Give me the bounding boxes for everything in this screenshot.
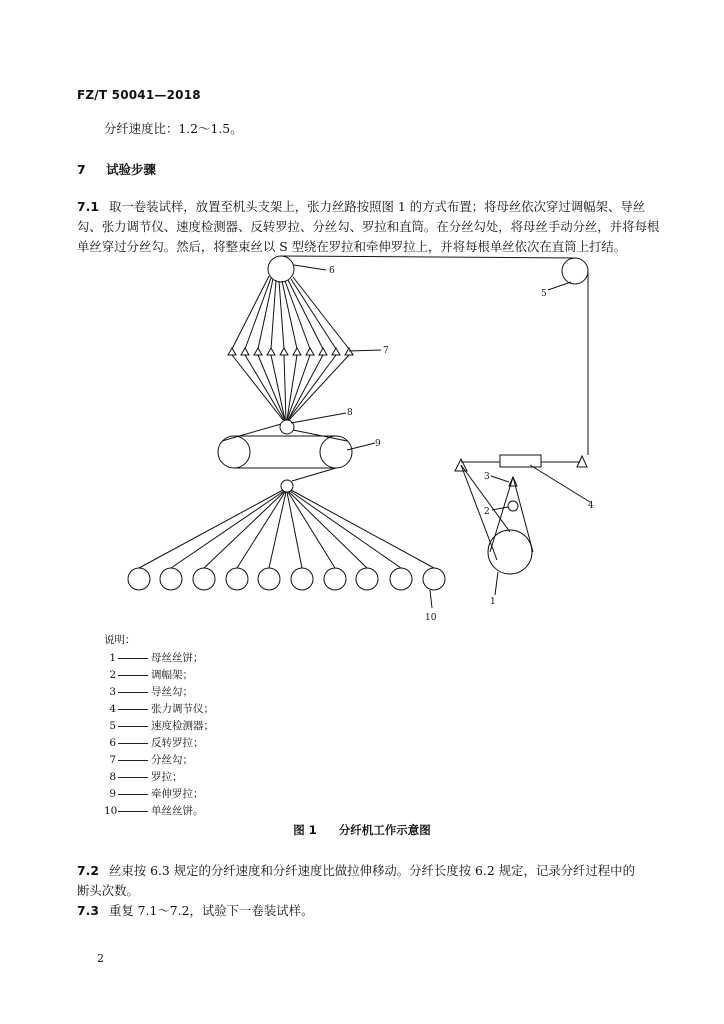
- paragraph-7-3: [77, 901, 313, 921]
- figure-number: 图 1: [293, 823, 317, 837]
- clause-number-7-1: 7.1: [77, 199, 99, 214]
- paragraph-text: 取一卷装试样，放置至机头支架上，张力丝路按照图 1 的方式布置；将母丝依次穿过调幅架、导丝: [108, 199, 646, 214]
- page-number: 2: [97, 952, 104, 965]
- section-number: 7: [77, 162, 86, 177]
- paragraph-7-1-line-3: 单丝穿过分丝勾。然后，将整束丝以 S 型绕在罗拉和牵伸罗拉上，并将每根单丝依次在直筒上打结。: [77, 239, 627, 254]
- clause-number-7-2: 7.2: [77, 863, 99, 878]
- split-speed-ratio-line: 分纤速度比：1.2～1.5。: [104, 121, 243, 136]
- standard-number: FZ/T 50041—2018: [77, 88, 201, 102]
- paragraph-7-2-line-2: 断头次数。: [77, 883, 139, 898]
- paragraph-text: 重复 7.1～7.2，试验下一卷装试样。: [108, 903, 314, 918]
- paragraph-text: 丝束按 6.3 规定的分纤速度和分纤速度比做拉伸移动。分纤长度按 6.2 规定，记录分纤过程中的: [108, 863, 635, 878]
- legend-item: 1 母丝丝饼；: [109, 652, 204, 664]
- callout-8: 8: [347, 408, 353, 418]
- legend-item: 10 单丝丝饼。: [104, 805, 204, 817]
- callout-3: 3: [484, 472, 490, 482]
- legend-item: 9 牵伸罗拉；: [109, 788, 204, 800]
- paragraph-7-2-line-1: [77, 861, 635, 881]
- legend-item: 2 调幅架；: [109, 669, 193, 681]
- clause-number-7-3: 7.3: [77, 903, 99, 918]
- callout-4: 4: [588, 501, 594, 511]
- split-hook-row: [228, 348, 353, 355]
- callout-5: 5: [541, 289, 547, 299]
- figure-title: 分纤机工作示意图: [338, 823, 431, 837]
- callout-10: 10: [425, 613, 437, 623]
- callout-6: 6: [329, 266, 335, 276]
- legend-item: 4 张力调节仪；: [109, 703, 214, 715]
- reverse-roller: [268, 256, 294, 282]
- figure-caption: [0, 822, 724, 838]
- paragraph-7-1-line-2: 勾、张力调节仪、速度检测器、反转罗拉、分丝勾、罗拉和直筒。在分丝勾处，将母丝手动分丝，并将每根: [77, 219, 660, 234]
- section-title: 试验步骤: [106, 162, 156, 177]
- amplitude-frame: [508, 501, 518, 511]
- callout-7: 7: [383, 346, 389, 356]
- legend-title: 说明：: [104, 634, 136, 646]
- callout-1: 1: [490, 597, 496, 607]
- legend-item: 5 速度检测器；: [109, 720, 214, 732]
- legend-item: 7 分丝勾；: [109, 754, 193, 766]
- drawing-roller-right: [320, 436, 352, 468]
- tension-regulator: [500, 455, 541, 467]
- legend-item: 8 罗拉；: [109, 771, 183, 783]
- callout-9: 9: [375, 439, 381, 449]
- mother-thread-cake: [488, 530, 532, 574]
- legend-item: 3 导丝勾；: [109, 686, 193, 698]
- single-thread-cakes: [128, 568, 445, 590]
- roller: [280, 420, 294, 434]
- speed-detector: [562, 258, 588, 284]
- legend-item: 6 反转罗拉；: [109, 737, 204, 749]
- callout-2: 2: [484, 507, 490, 517]
